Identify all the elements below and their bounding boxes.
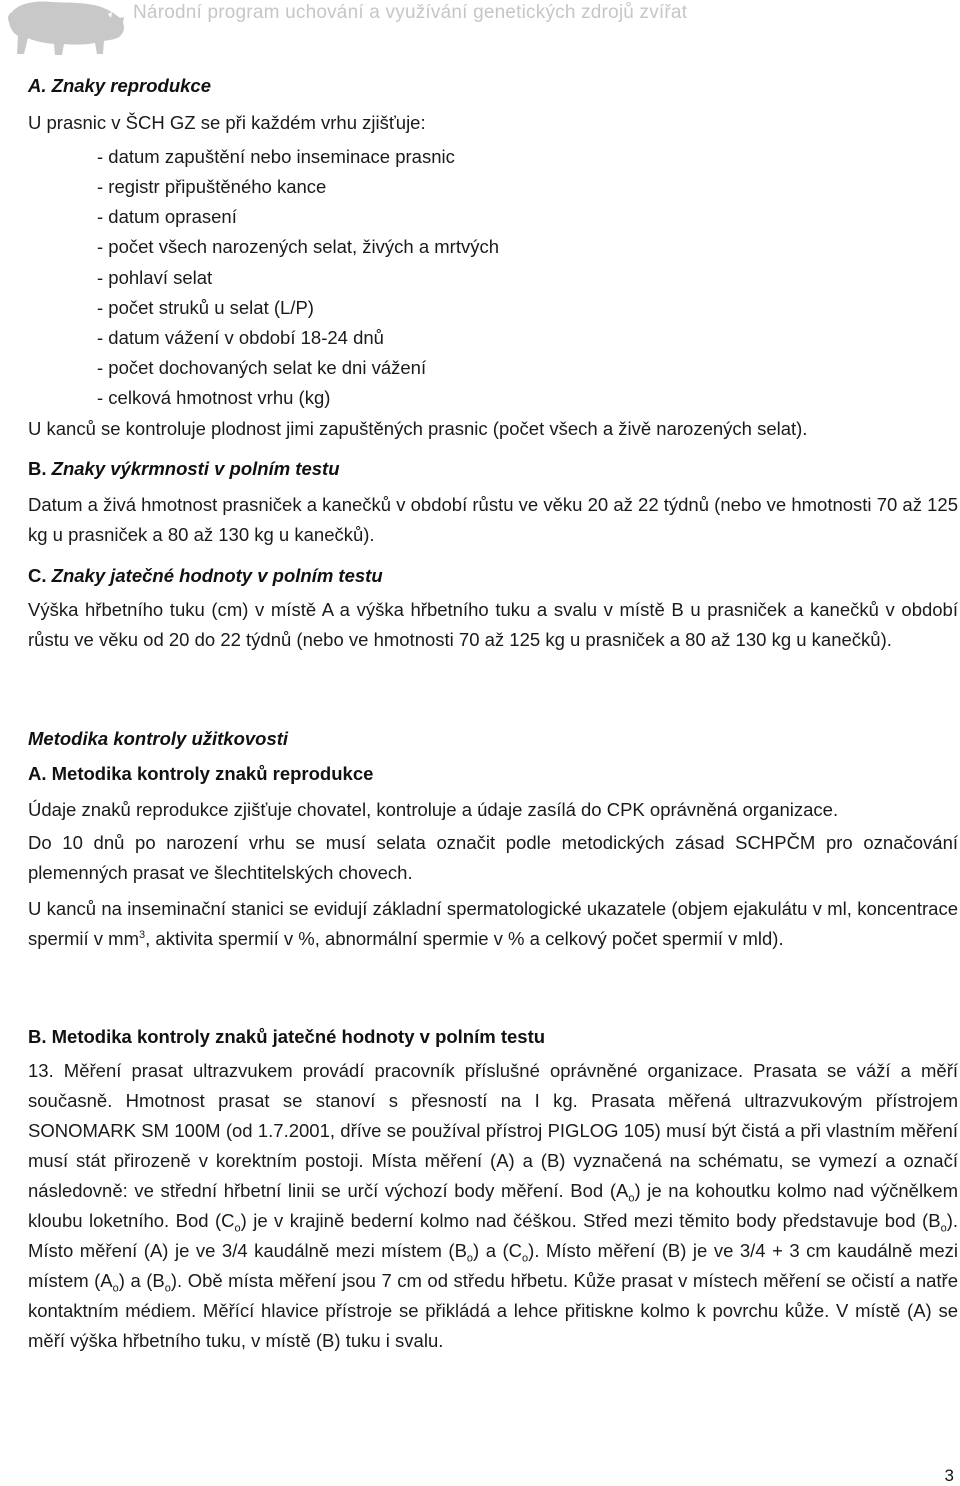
list-item: - datum zapuštění nebo inseminace prasnic	[97, 146, 455, 167]
page-header	[0, 0, 960, 60]
list-item: - datum oprasení	[97, 206, 237, 227]
methodology-title: Metodika kontroly užitkovosti	[28, 728, 289, 749]
list-item: - datum vážení v období 18-24 dnů	[97, 327, 384, 348]
list-item: - počet dochovaných selat ke dni vážení	[97, 357, 427, 378]
list-item: - počet všech narozených selat, živých a mrtvých	[97, 236, 500, 257]
section-a-heading: A. Znaky reprodukce	[28, 75, 212, 96]
methodology-a-paragraph-1: Údaje znaků reprodukce zjišťuje chovatel, kontroluje a údaje zasílá do CPK oprávněná organizace.	[28, 799, 839, 820]
methodology-b-paragraph: 13. Měření prasat ultrazvukem provádí pracovník příslušné oprávněné organizace. Prasata se váží a měří současně. Hmotnost prasat se stanoví s přesností na I kg. Prasata měřená ultrazvukovým přístrojem SONOMARK SM 100M (od 1.7.2001, dříve se používal přístroj PIGLOG 105) musí být čistá a při vlastním měření musí stát přirozeně v korektním postoji. Místa měření (A) a (B) vyznačená na schématu, se vymezí a označí následovně: ve střední hřbetní linii se určí výchozí body měření. Bod $(A_o)$ je na kohoutku kolmo nad výčnělkem kloubu loketního. Bod $(C_o)$ je v krajině bederní kolmo nad čéškou. Střed mezi těmito body představuje bod $(B_o)$. Místo měření (A) je ve 3/4 kaudálně mezi místem $(B_o)$ a $(C_o)$. Místo měření (B) je ve 3/4 + 3 cm kaudálně mezi místem $(A_o)$ a $(B_o)$. Obě místa měření jsou 7 cm od středu hřbetu. Kůže prasat v místech měření se očistí a natře kontaktním médiem. Měřící hlavice přístroje se přikládá a lehce přitiskne kolmo k povrchu kůže. V místě (A) se měří výška hřbetního tuku, v místě (B) tuku i svalu.	[28, 1060, 958, 1351]
section-b-heading: B. Znaky výkrmnosti v polním testu	[28, 458, 340, 479]
page-number: 3	[944, 1466, 954, 1485]
methodology-a-heading: A. Metodika kontroly znaků reprodukce	[28, 763, 374, 784]
pig-silhouette-icon	[4, 0, 126, 58]
section-c-heading: C. Znaky jatečné hodnoty v polním testu	[28, 565, 383, 586]
methodology-a-paragraph-2: Do 10 dnů po narození vrhu se musí selata označit podle metodických zásad SCHPČM pro označování plemenných prasat ve šlechtitelských chovech.	[28, 832, 958, 883]
section-a-boars: U kanců se kontroluje plodnost jimi zapuštěných prasnic (počet všech a živě narozených selat).	[28, 418, 808, 439]
section-c-text: Výška hřbetního tuku (cm) v místě A a výška hřbetního tuku a svalu v místě B u prasniček a kanečků v období růstu ve věku od 20 do 22 týdnů (nebo ve hmotnosti 70 až 125 kg u prasniček a 80 až 130 kg u kanečků).	[28, 599, 958, 650]
methodology-a-paragraph-3: U kanců na inseminační stanici se evidují základní spermatologické ukazatele (objem ejakulátu v ml, koncentrace spermií v $mm^3$, aktivita spermií v %, abnormální spermie v % a celkový počet spermií v mld).	[28, 898, 958, 949]
list-item: - registr připuštěného kance	[97, 176, 327, 197]
list-item: - pohlaví selat	[97, 267, 213, 288]
section-b-text: Datum a živá hmotnost prasniček a kanečků v období růstu ve věku 20 až 22 týdnů (nebo ve hmotnosti 70 až 125 kg u prasniček a 80 až 130 kg u kanečků).	[28, 494, 958, 545]
list-item: - počet struků u selat (L/P)	[97, 297, 314, 318]
list-item: - celková hmotnost vrhu (kg)	[97, 387, 331, 408]
methodology-b-heading: B. Metodika kontroly znaků jatečné hodnoty v polním testu	[28, 1026, 546, 1047]
header-title: Národní program uchování a využívání genetických zdrojů zvířat	[133, 2, 688, 23]
section-a-intro: U prasnic v ŠCH GZ se při každém vrhu zjišťuje:	[28, 112, 426, 133]
